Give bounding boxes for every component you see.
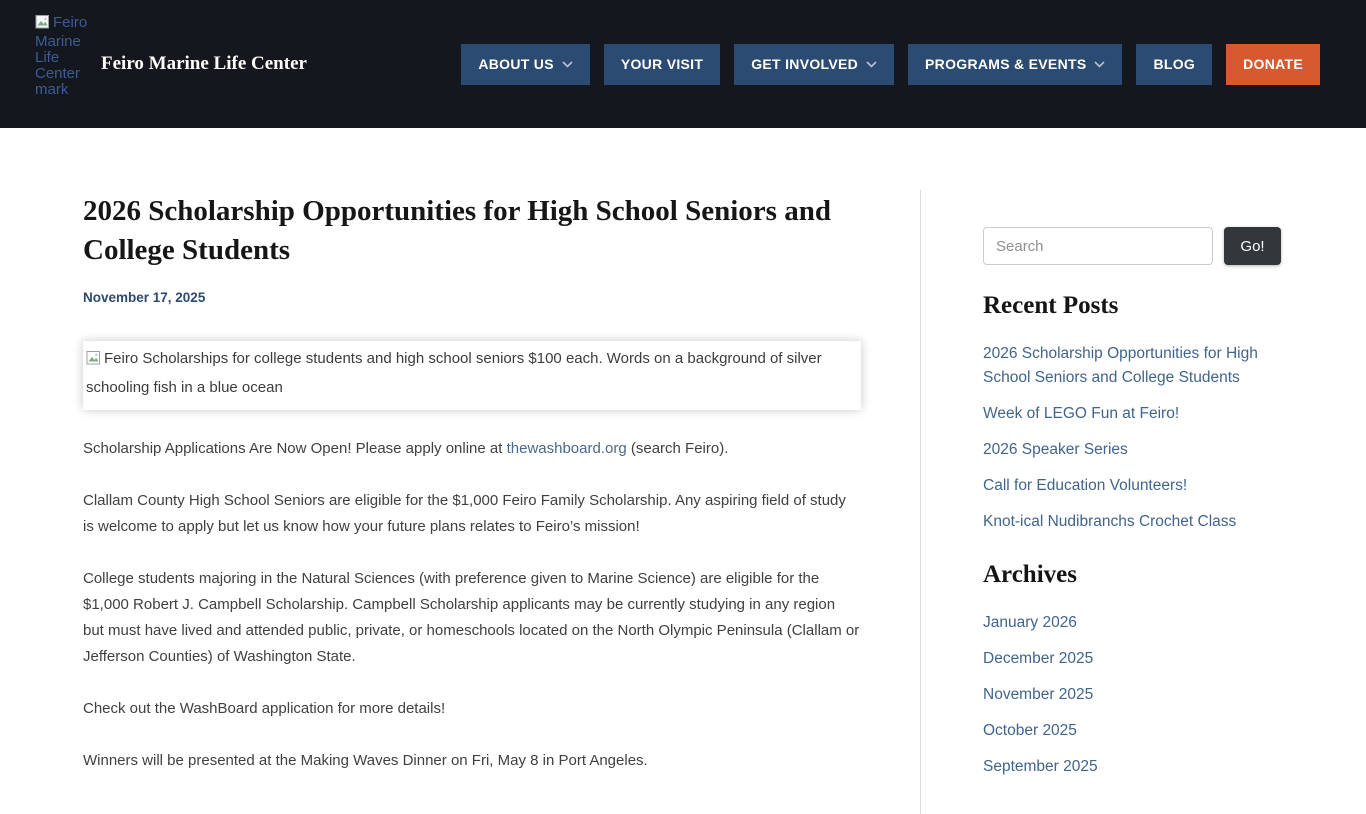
archive-link[interactable]: December 2025 xyxy=(983,650,1094,667)
search-input[interactable] xyxy=(983,227,1213,265)
nav-label: DONATE xyxy=(1243,56,1303,72)
post-image-broken xyxy=(83,341,861,410)
site-header xyxy=(0,0,1366,128)
nav-programs-events[interactable] xyxy=(908,44,1122,85)
chevron-down-icon xyxy=(866,61,877,68)
nav-label: GET INVOLVED xyxy=(751,56,859,72)
nav-label: BLOG xyxy=(1153,56,1196,72)
recent-posts-list xyxy=(983,342,1283,534)
recent-post-link[interactable]: Knot-ical Nudibranchs Crochet Class xyxy=(983,513,1237,530)
chevron-down-icon xyxy=(1094,61,1105,68)
paragraph-intro xyxy=(83,436,860,462)
post-image-alt-text: Feiro Scholarships for college students and high school seniors $100 each. Words on a background of silver schooling fish in a blue ocean xyxy=(86,350,822,396)
paragraph-text: Scholarship Applications Are Now Open! Please apply online at xyxy=(83,440,507,457)
recent-post-link[interactable]: 2026 Speaker Series xyxy=(983,441,1128,458)
nav-about-us[interactable] xyxy=(461,44,590,85)
broken-image-icon xyxy=(86,349,102,375)
nav-your-visit[interactable] xyxy=(604,44,720,85)
paragraph-winners: Winners will be presented at the Making Waves Dinner on Fri, May 8 in Port Angeles. xyxy=(83,752,648,769)
recent-post-link[interactable]: 2026 Scholarship Opportunities for High School Seniors and College Students xyxy=(983,345,1258,386)
archive-link[interactable]: January 2026 xyxy=(983,614,1077,631)
recent-post-link[interactable]: Call for Education Volunteers! xyxy=(983,477,1188,494)
nav-get-involved[interactable] xyxy=(734,44,894,85)
nav-label: ABOUT US xyxy=(478,56,554,72)
recent-posts-heading: Recent Posts xyxy=(983,292,1119,319)
paragraph-washboard-details: Check out the WashBoard application for more details! xyxy=(83,700,446,717)
nav-blog[interactable] xyxy=(1136,44,1212,85)
search-form xyxy=(983,227,1283,265)
archives-list xyxy=(983,611,1283,779)
paragraph-feiro-family-scholarship: Clallam County High School Seniors are eligible for the $1,000 Feiro Family Scholarship. Any aspiring field of study is welcome to apply but let us know how your future plans relates to Feiro’s mission! xyxy=(83,492,846,535)
paragraph-text: (search Feiro). xyxy=(626,440,729,457)
main-nav xyxy=(461,44,1320,85)
chevron-down-icon xyxy=(562,61,573,68)
archive-link[interactable]: November 2025 xyxy=(983,686,1094,703)
archive-link[interactable]: October 2025 xyxy=(983,722,1077,739)
nav-donate-button[interactable] xyxy=(1226,44,1320,85)
archive-link[interactable]: September 2025 xyxy=(983,758,1098,775)
article xyxy=(83,192,860,774)
archives-heading: Archives xyxy=(983,561,1077,588)
site-logo-link[interactable] xyxy=(35,14,93,98)
washboard-link[interactable]: thewashboard.org xyxy=(506,440,627,457)
nav-label: PROGRAMS & EVENTS xyxy=(925,56,1087,72)
nav-label: YOUR VISIT xyxy=(620,56,704,72)
content-wrapper xyxy=(83,190,1283,814)
page-title: 2026 Scholarship Opportunities for High School Seniors and College Students xyxy=(83,195,831,266)
paragraph-campbell-scholarship: College students majoring in the Natural Sciences (with preference given to Marine Science) are eligible for the $1,000 Robert J. Campbell Scholarship. Campbell Scholarship applicants may be currently studying in any region but must have lived and attended public, private, or homeschools located on the North Olympic Peninsula (Clallam or Jefferson Counties) of Washington State. xyxy=(83,570,860,665)
post-date: November 17, 2025 xyxy=(83,290,206,305)
broken-image-icon xyxy=(35,14,51,34)
recent-post-link[interactable]: Week of LEGO Fun at Feiro! xyxy=(983,405,1180,422)
search-go-button[interactable]: Go! xyxy=(1224,227,1281,265)
sidebar xyxy=(921,190,1283,814)
site-title: Feiro Marine Life Center xyxy=(101,53,307,74)
main-column xyxy=(83,190,921,814)
logo-alt-text: Feiro Marine Life Center mark xyxy=(35,14,88,98)
